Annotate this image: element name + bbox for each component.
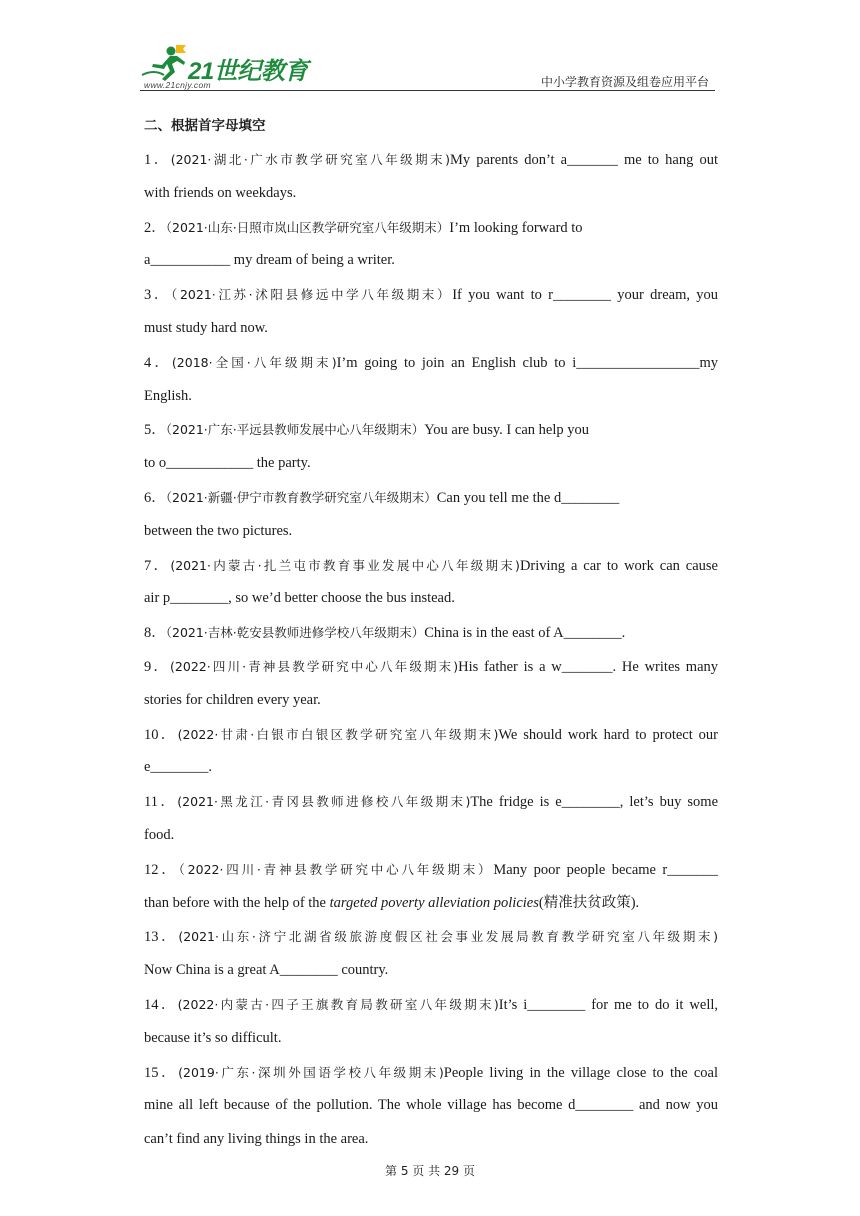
question-text: English. [144, 387, 192, 404]
question-text: You are busy. I can help you [424, 422, 589, 439]
question-3: 3．（2021·江苏·沭阳县修远中学八年级期末）If you want to r________ your dream, you [144, 287, 718, 304]
question-text: Many poor people became r_______ [493, 861, 718, 878]
question-11: 11．(2021·黑龙江·青冈县教师进修校八年级期末)The fridge is e________, let’s buy some [144, 794, 718, 811]
page-number: 第 5 页 共 29 页 [385, 1164, 475, 1178]
question-text: The fridge is e________, let’s buy some [470, 794, 718, 811]
runner-icon [140, 45, 188, 83]
question-4: 4．(2018·全国·八年级期末)I’m going to join an English club to i_________________my [144, 354, 719, 371]
italic-term: targeted poverty alleviation policies [329, 894, 539, 911]
question-source: (2021·黑龙江·青冈县教师进修校八年级期末) [177, 794, 471, 810]
header-divider [140, 90, 715, 91]
question-text: I’m looking forward to [449, 219, 583, 236]
question-source: (2019·广东·深圳外国语学校八年级期末) [178, 1064, 444, 1080]
platform-name: 中小学教育资源及组卷应用平台 [540, 75, 709, 89]
question-source: （2021·广东·平远县教师发展中心八年级期末） [165, 422, 425, 438]
brand-name: 21世纪教育 [188, 58, 308, 85]
question-text: to o____________ the party. [144, 455, 311, 472]
question-text: air p________, so we’d better choose the bus instead. [144, 590, 455, 607]
question-13: 13．(2021·山东·济宁北湖省级旅游度假区社会事业发展局教育教学研究室八年级期末) [144, 929, 719, 946]
question-text: We should work hard to protect our [498, 726, 719, 743]
brand-url: www.21cnjy.com [144, 80, 211, 90]
question-8: 8．（2021·吉林·乾安县教师进修学校八年级期末）China is in the east of A________. [144, 625, 626, 642]
question-source: (2022·内蒙古·四子王旗教育局教研室八年级期末) [177, 996, 499, 1012]
question-text: I’m going to join an English club to i_________________my [336, 354, 719, 371]
question-text: Driving a car to work can cause [519, 557, 718, 574]
question-text: Now China is a great A________ country. [144, 962, 389, 979]
question-6: 6．（2021·新疆·伊宁市教育教学研究室八年级期末）Can you tell me the d________ [144, 489, 620, 506]
question-2: 2．（2021·山东·日照市岚山区教学研究室八年级期末）I’m looking forward to [144, 219, 583, 236]
question-source: （2021·新疆·伊宁市教育教学研究室八年级期末） [165, 489, 437, 505]
page-header [140, 40, 715, 92]
question-text: It’s i________ for me to do it well, [498, 996, 719, 1013]
question-text: between the two pictures. [144, 522, 293, 539]
question-15: 15．(2019·广东·深圳外国语学校八年级期末)People living in the village close to the coal [144, 1064, 719, 1081]
question-9: 9．(2022·四川·青神县教学研究中心八年级期末)His father is a w_______. He writes many [144, 658, 719, 675]
question-text: China is in the east of A________. [424, 625, 626, 642]
question-source: (2021·内蒙古·扎兰屯市教育事业发展中心八年级期末) [170, 557, 520, 573]
question-source: (2021·山东·济宁北湖省级旅游度假区社会事业发展局教育教学研究室八年级期末) [178, 929, 719, 945]
question-text: than before with the help of the targeted poverty alleviation policies(精准扶贫政策). [144, 894, 640, 911]
question-text: can’t find any living things in the area. [144, 1131, 369, 1148]
question-text: His father is a w_______. He writes many [458, 658, 719, 675]
question-text: If you want to r________ your dream, you [452, 287, 718, 304]
question-14: 14．(2022·内蒙古·四子王旗教育局教研室八年级期末)It’s i________ for me to do it well, [144, 996, 719, 1013]
question-text: because it’s so difficult. [144, 1029, 282, 1046]
question-source: (2021·湖北·广水市教学研究室八年级期末) [170, 152, 450, 167]
question-text: People living in the village close to the coal [443, 1064, 719, 1081]
question-10: 10．(2022·甘肃·白银市白银区教学研究室八年级期末)We should work hard to protect our [144, 726, 719, 743]
exercise-content [144, 110, 718, 1157]
question-text: Can you tell me the d________ [436, 489, 620, 506]
question-source: (2022·四川·青神县教学研究中心八年级期末) [170, 658, 459, 674]
question-text: mine all left because of the pollution. The whole village has become d________ and now you [144, 1097, 718, 1114]
logo [140, 45, 310, 91]
question-12: 12．（2022·四川·青神县教学研究中心八年级期末）Many poor people became r_______ [144, 861, 718, 878]
question-text: food. [144, 826, 175, 843]
question-source: （2021·江苏·沭阳县修远中学八年级期末） [171, 287, 453, 303]
question-text: must study hard now. [144, 319, 268, 336]
section-title: 二、根据首字母填空 [144, 118, 266, 134]
question-source: （2022·四川·青神县教学研究中心八年级期末） [178, 861, 494, 877]
question-7: 7．(2021·内蒙古·扎兰屯市教育事业发展中心八年级期末)Driving a car to work can cause [144, 557, 718, 574]
question-text: e________. [144, 759, 213, 776]
question-text: My parents don’t a_______ me to hang out [449, 152, 718, 168]
question-source: （2021·吉林·乾安县教师进修学校八年级期末） [165, 625, 425, 641]
question-1: 1．(2021·湖北·广水市教学研究室八年级期末)My parents don’t a_______ me to hang out [144, 152, 718, 168]
question-source: （2021·山东·日照市岚山区教学研究室八年级期末） [165, 219, 450, 235]
question-5: 5．（2021·广东·平远县教师发展中心八年级期末）You are busy. I can help you [144, 422, 589, 439]
question-source: (2022·甘肃·白银市白银区教学研究室八年级期末) [177, 726, 499, 742]
question-text: with friends on weekdays. [144, 184, 297, 201]
question-text: stories for children every year. [144, 691, 321, 708]
question-source: (2018·全国·八年级期末) [171, 354, 337, 370]
question-text: a___________ my dream of being a writer. [144, 252, 395, 269]
